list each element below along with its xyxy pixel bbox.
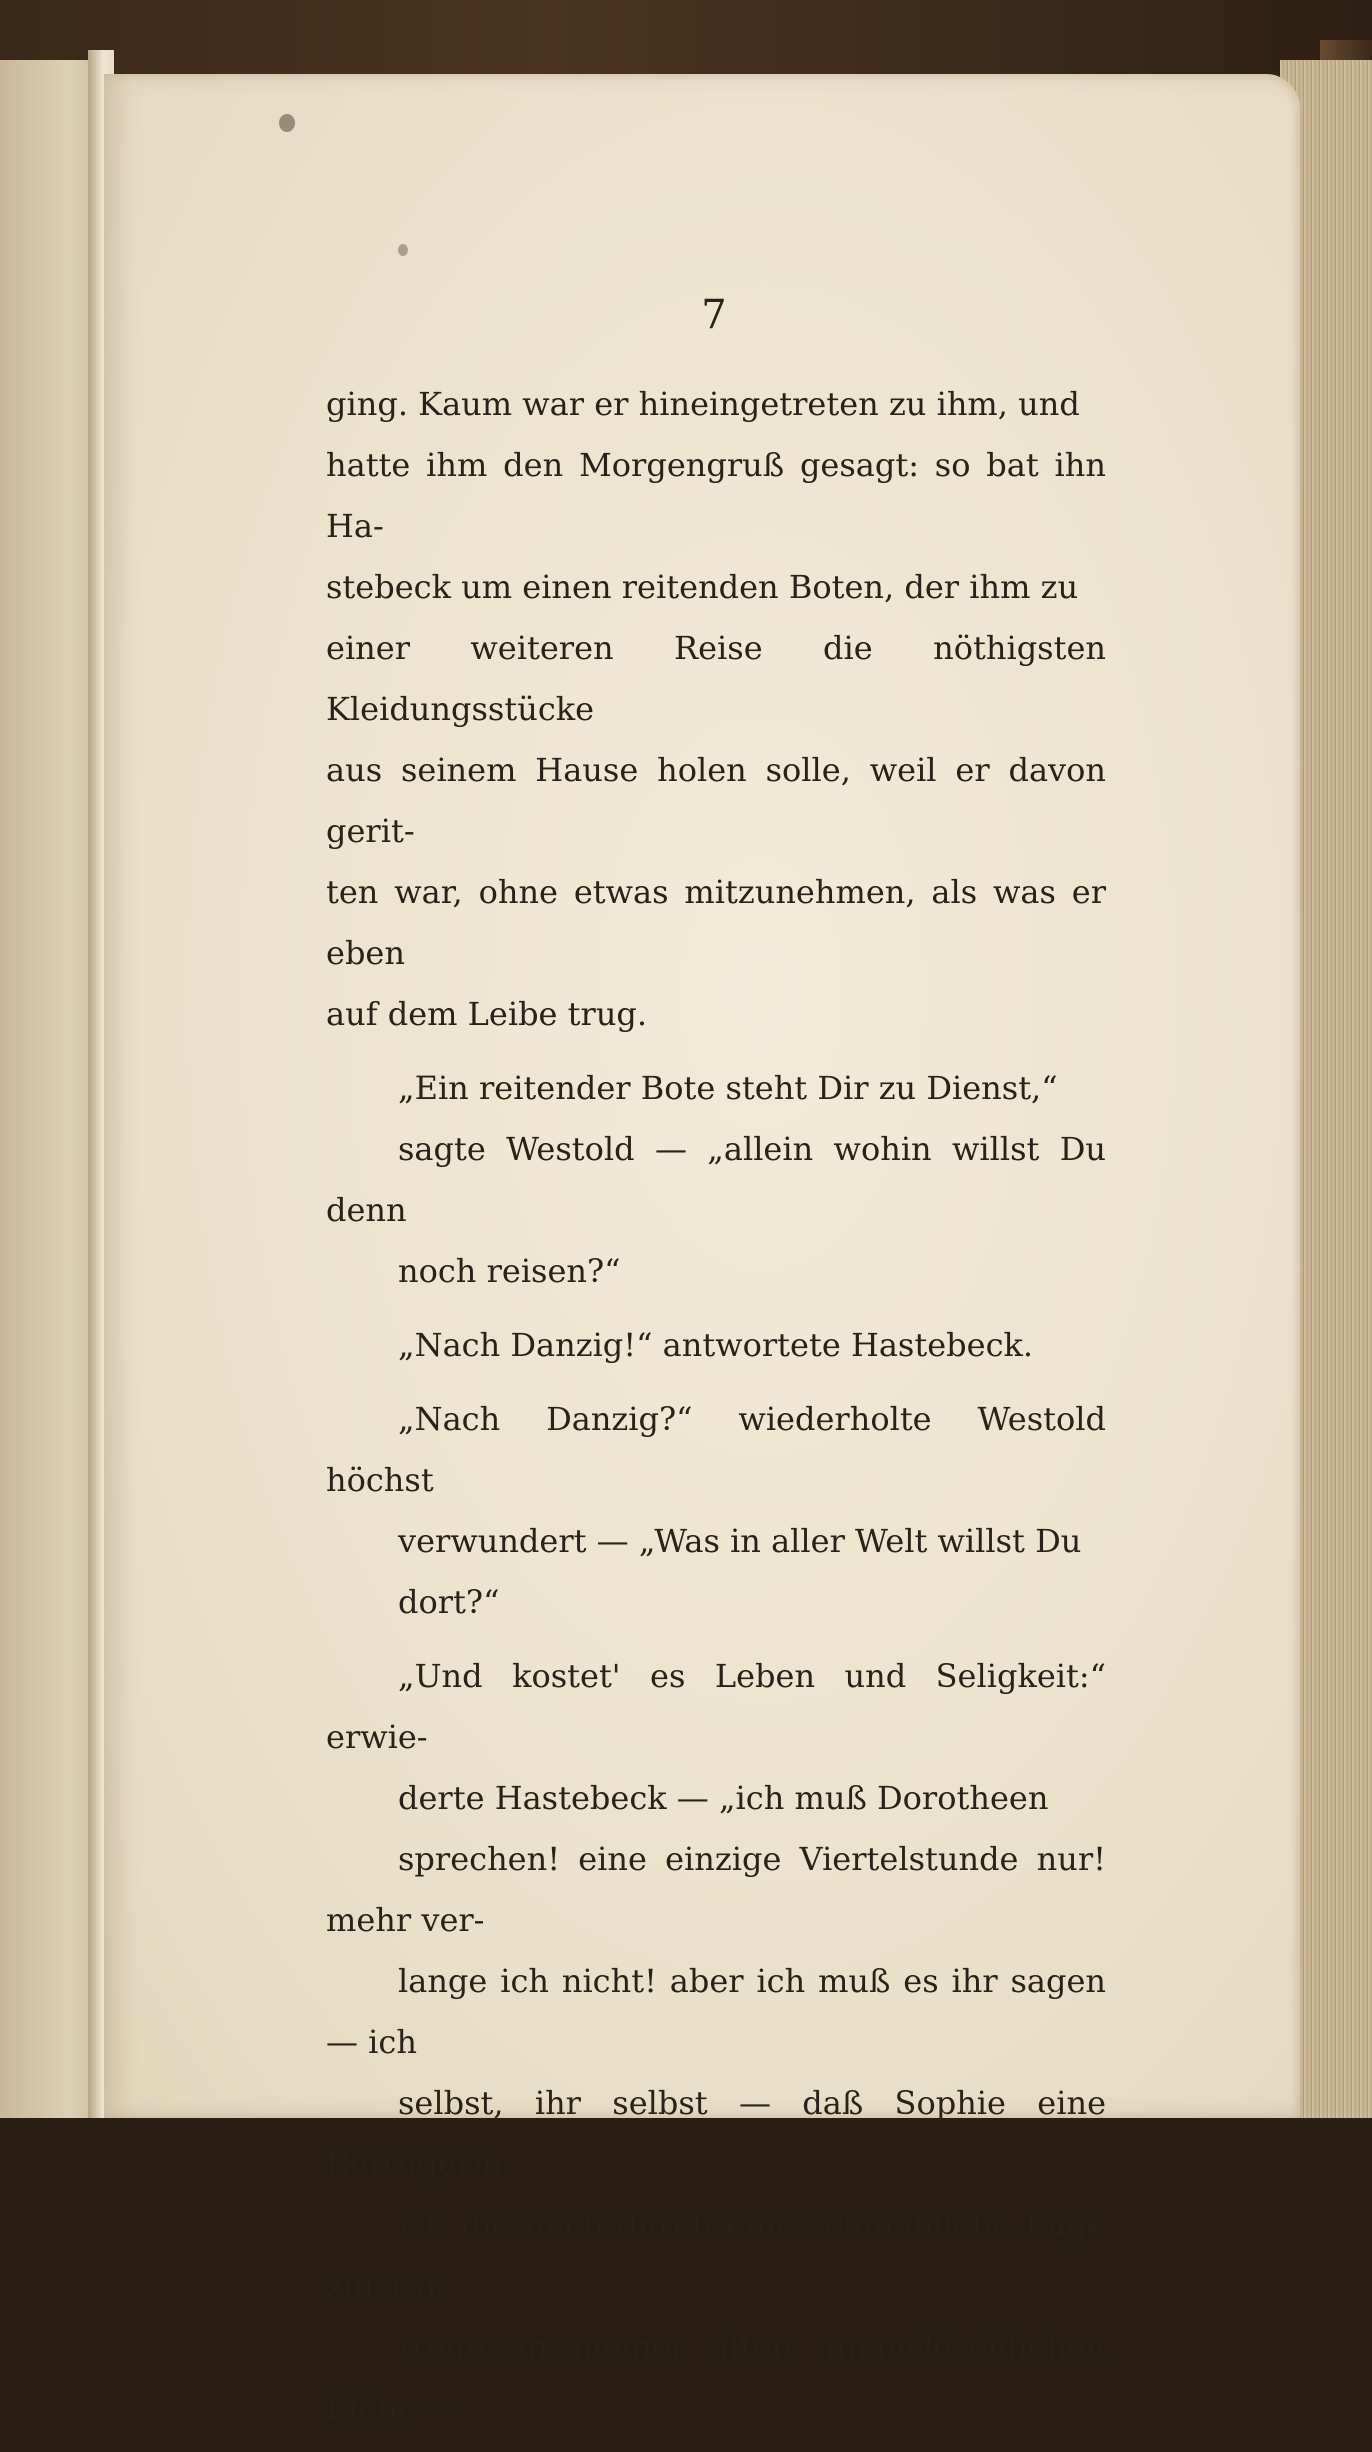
text-line: hatte ihm den Morgengruß gesagt: so bat ihn Ha- bbox=[326, 446, 1106, 545]
page-text bbox=[326, 374, 1106, 2452]
facing-page-edge bbox=[0, 60, 100, 2118]
text-line: auf dem Leibe trug. bbox=[326, 995, 648, 1033]
text-line: derte Hastebeck — „ich muß Dorotheen bbox=[398, 1779, 1049, 1817]
text-line: sagte Westold — „allein wohin willst Du denn bbox=[326, 1130, 1106, 1229]
text-line: stebeck um einen reitenden Boten, der ihm zu bbox=[326, 568, 1079, 606]
paragraph bbox=[326, 374, 1106, 1045]
text-line: ten war, ohne etwas mitzunehmen, als was er eben bbox=[326, 873, 1106, 972]
text-line: aus seinem Hause holen solle, weil er davon gerit- bbox=[326, 751, 1106, 850]
text-line: „Nach Danzig?“ wiederholte Westold höchst bbox=[326, 1400, 1106, 1499]
text-line: „Nach Danzig!“ antwortete Hastebeck. bbox=[398, 1326, 1034, 1364]
paper-spot bbox=[398, 244, 408, 256]
text-line: lange ich nicht! aber ich muß es ihr sagen — ich bbox=[326, 1962, 1106, 2061]
text-line: selbst, ihr selbst — daß Sophie eine Betrügerin bbox=[326, 2084, 1106, 2183]
book-page bbox=[104, 74, 1300, 2427]
text-line: ging. Kaum war er hineingetreten zu ihm, und bbox=[326, 385, 1080, 423]
paragraph bbox=[326, 1389, 1106, 1633]
text-line: noch reisen?“ bbox=[398, 1252, 621, 1290]
text-line: sprechen! eine einzige Viertelstunde nur! mehr ver- bbox=[326, 1840, 1106, 1939]
paragraph bbox=[326, 1058, 1106, 1302]
text-line: treue an meiner alten, unauslöschlichen Liebe — bbox=[326, 2328, 1106, 2427]
paragraph bbox=[326, 1646, 1106, 2439]
text-line: einer weiteren Reise die nöthigsten Kleidungsstücke bbox=[326, 629, 1106, 728]
paper-spot bbox=[279, 114, 295, 132]
text-line: verwundert — „Was in aller Welt willst Du bbox=[398, 1522, 1082, 1560]
text-line: „Und kostet' es Leben und Seligkeit:“ erwie- bbox=[326, 1657, 1106, 1756]
paragraph bbox=[326, 1315, 1106, 1376]
page-number: 7 bbox=[701, 292, 727, 338]
text-line: ist, die mich durch eine schmähliche Lüge zur Un- bbox=[326, 2206, 1106, 2305]
text-line: dort?“ bbox=[398, 1583, 500, 1621]
text-line: „Ein reitender Bote steht Dir zu Dienst,“ bbox=[398, 1069, 1058, 1107]
